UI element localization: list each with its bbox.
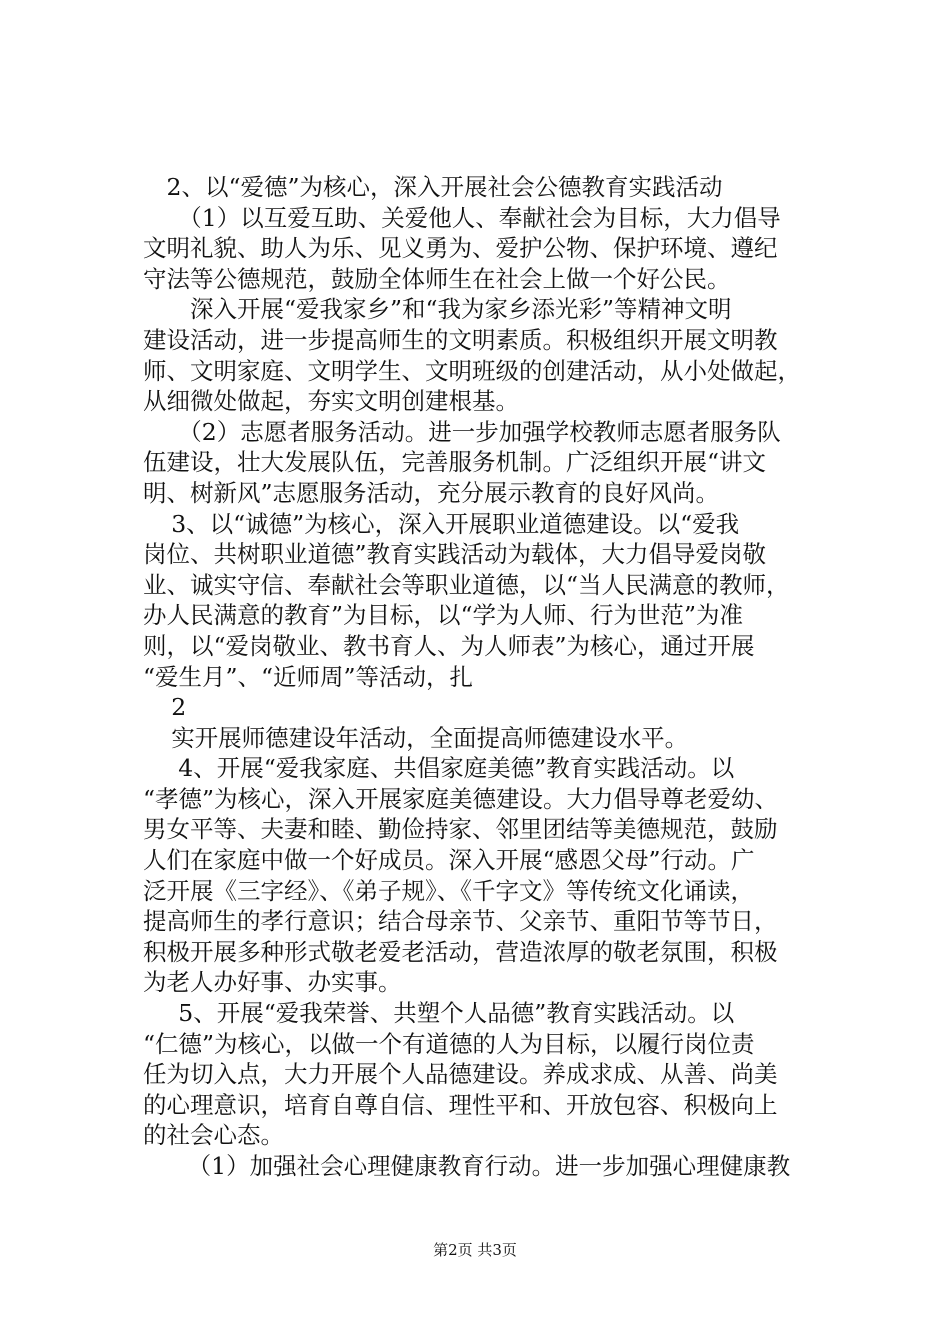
- text-line: 岗位、共树职业道德”教育实践活动为载体，大力倡导爱岗敬: [143, 540, 767, 569]
- text-line: 深入开展“爱我家乡”和“我为家乡添光彩”等精神文明: [190, 295, 732, 324]
- text-line: 实开展师德建设年活动，全面提高师德建设水平。: [171, 723, 689, 752]
- text-line: 泛开展《三字经》、《弟子规》、《千字文》等传统文化诵读，: [143, 876, 754, 905]
- text-line: （2）志愿者服务活动。进一步加强学校教师志愿者服务队: [178, 417, 781, 446]
- text-line: 4、开展“爱我家庭、共倡家庭美德”教育实践活动。以: [178, 754, 735, 783]
- text-line: 的心理意识，培育自尊自信、理性平和、开放包容、积极向上: [143, 1090, 778, 1119]
- text-line: “爱生月”、“近师周”等活动，扎: [143, 662, 474, 691]
- text-line: （1）加强社会心理健康教育行动。进一步加强心理健康教: [187, 1152, 791, 1180]
- text-line: 积极开展多种形式敬老爱老活动，营造浓厚的敬老氛围，积极: [143, 937, 778, 966]
- text-line: 文明礼貌、助人为乐、见义勇为、爱护公物、保护环境、遵纪: [143, 234, 778, 263]
- text-line: “孝德”为核心，深入开展家庭美德建设。大力倡导尊老爱幼、: [143, 784, 779, 813]
- document-body: [143, 172, 843, 1182]
- text-line: 男女平等、夫妻和睦、勤俭持家、邻里团结等美德规范，鼓励: [143, 815, 778, 844]
- text-line: 建设活动，进一步提高师生的文明素质。积极组织开展文明教: [143, 325, 778, 354]
- text-line: 3、以“诚德”为核心，深入开展职业道德建设。以“爱我: [171, 509, 740, 538]
- text-line: 2: [171, 693, 187, 722]
- text-line: 业、诚实守信、奉献社会等职业道德，以“当人民满意的教师，: [143, 570, 790, 599]
- text-line: 守法等公德规范，鼓励全体师生在社会上做一个好公民。: [143, 264, 731, 293]
- text-line: 提高师生的孝行意识；结合母亲节、父亲节、重阳节等节日，: [143, 907, 778, 936]
- text-line: “仁德”为核心，以做一个有道德的人为目标，以履行岗位责: [143, 1029, 755, 1058]
- text-line: 则，以“爱岗敬业、教书育人、为人师表”为核心，通过开展: [143, 631, 755, 660]
- text-line: （1）以互爱互助、关爱他人、奉献社会为目标，大力倡导: [178, 203, 781, 232]
- text-line: 人们在家庭中做一个好成员。深入开展“感恩父母”行动。广: [143, 846, 755, 875]
- text-line: 从细微处做起，夯实文明创建根基。: [143, 387, 519, 416]
- text-line: 办人民满意的教育”为目标，以“学为人师、行为世范”为准: [143, 601, 744, 630]
- text-line: 为老人办好事、办实事。: [143, 968, 402, 997]
- text-line: 师、文明家庭、文明学生、文明班级的创建活动，从小处做起，: [143, 356, 801, 385]
- text-line: 任为切入点，大力开展个人品德建设。养成求成、从善、尚美: [143, 1060, 778, 1089]
- text-line: 2、以“爱德”为核心，深入开展社会公德教育实践活动: [166, 173, 723, 201]
- text-line: 的社会心态。: [143, 1121, 284, 1150]
- text-line: 明、树新风”志愿服务活动，充分展示教育的良好风尚。: [143, 478, 720, 507]
- page-footer: 第2页 共3页: [433, 1241, 517, 1259]
- text-line: 5、开展“爱我荣誉、共塑个人品德”教育实践活动。以: [178, 999, 735, 1028]
- text-line: 伍建设，壮大发展队伍，完善服务机制。广泛组织开展“讲文: [143, 448, 767, 477]
